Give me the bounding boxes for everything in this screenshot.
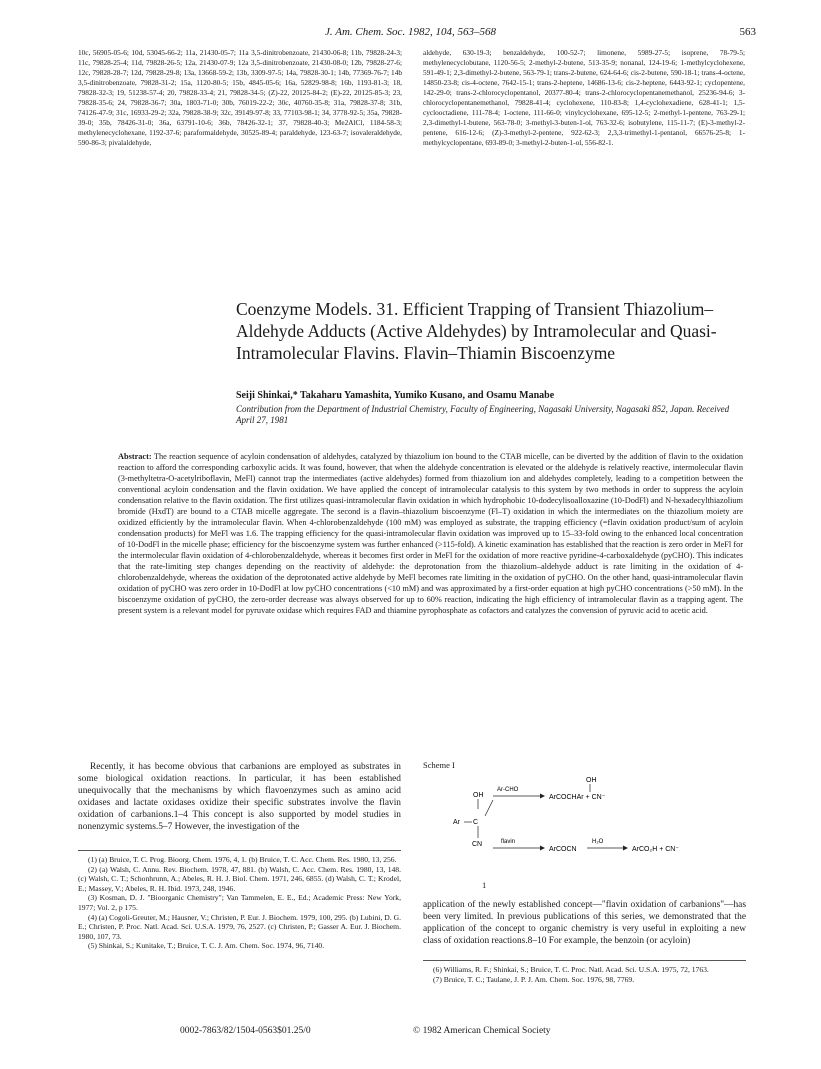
abstract-label: Abstract: (118, 452, 152, 461)
scheme-product-bottom: ArCO₂H + CN⁻ (632, 846, 680, 853)
svg-text:C: C (473, 819, 479, 826)
article-affiliation: Contribution from the Department of Industrial Chemistry, Faculty of Engineering, Nagasaki University, Nagasaki 852, Japan. Received April 27, 1981 (236, 404, 730, 425)
footnote: (5) Shinkai, S.; Kunitake, T.; Bruice, T. C. J. Am. Chem. Soc. 1974, 96, 7140. (88, 941, 325, 951)
footnote: (7) Bruice, T. C.; Taulane, J. P. J. Am. Chem. Soc. 1976, 98, 7769. (433, 974, 635, 984)
running-header: J. Am. Chem. Soc. 1982, 104, 563–568 (325, 26, 496, 38)
scheme-oh-top: OH (586, 777, 597, 784)
footer-copyright: © 1982 American Chemical Society (413, 1026, 551, 1036)
scheme-reagent-bottom: flavin (501, 839, 516, 845)
scheme-diagram (453, 772, 745, 877)
scheme-arrowhead (623, 846, 628, 851)
registry-numbers-left: 10c, 56905-05-6; 10d, 53045-66-2; 11a, 21430-05-7; 11a 3,5-dinitrobenzoate, 21430-06-8; 11b, 79828-24-3; 11c, 79828-25-4; 11d, 79828-26-5; 12a, 21430-07-9; 12a 3,5-dinitrobenzoate, 21430-08-0; 12b, 79828-27-6; 12c, 79828-28-7; 12d, 79828-29-8; 13a, 13668-59-2; 13b, 3309-97-5; 14a, 79828-30-1; 14b, 77369-76-7; 14b 3,5-dinitrobenzoate, 79828-31-2; 15a, 1120-80-5; 15b, 4845-05-6; 16a, 52829-98-8; 16b, 1193-81-3; 18, 79828-32-3; 19, 51238-57-4; 20, 79828-33-4; 21, 79828-34-5; (Z)-22, 20125-84-2; (E)-22, 20125-85-3; 23, 79828-35-6; 24, 79828-36-7; 30a, 1803-71-0; 30b, 76019-22-2; 30c, 40760-35-8; 31a, 79828-37-8; 31b, 74126-47-9; 31c, 16933-29-2; 32a, 79828-38-9; 32c, 39149-97-8; 33, 77103-98-1; 34, 3778-92-5; 35a, 79828-39-0; 35b, 78426-31-0; 36a, 63791-10-6; 36b, 78426-32-1; 37, 79828-40-3; Me2AlCl, 1184-58-3; methylenecyclohexane, 1192-37-6; paraformaldehyde, 30525-89-4; paraldehyde, 123-63-7; isovaleraldehyde, 590-86-3; pivalaldehyde, (78, 48, 402, 147)
footnote: (6) Williams, R. F.; Shinkai, S.; Bruice, T. C. Proc. Natl. Acad. Sci. U.S.A. 1975, 72, 1763. (433, 965, 709, 974)
intro-text-right: application of the newly established concept—"flavin oxidation of carbanions"—has been very limited. In previous publications of this series, we demonstrated that the application of the concept to organic chemistry is very useful in exploiting a new class of oxidation reactions.8–10 For example, the benzoin (or acyloin) (423, 900, 746, 946)
footnote-rule-left (78, 850, 401, 851)
page-number: 563 (739, 26, 756, 38)
scheme-water: H₂O (592, 839, 604, 845)
scheme-product-top: ArCOCHAr + CN⁻ (549, 794, 606, 801)
abstract (118, 451, 743, 616)
footnote: (1) (a) Bruice, T. C. Prog. Bioorg. Chem. 1976, 4, 1. (b) Bruice, T. C. Acc. Chem. Res. 1980, 13, 256. (88, 855, 397, 864)
footer-code: 0002-7863/82/1504-0563$01.25/0 (180, 1026, 311, 1036)
scheme-arrowhead (540, 794, 545, 799)
footnotes-left (78, 855, 401, 951)
scheme-ar: Ar (453, 819, 460, 826)
abstract-text: The reaction sequence of acyloin condensation of aldehydes, catalyzed by thiazolium ion bound to the CTAB micelle, can be diverted by the addition of flavin to the oxidation reaction to afford the corresponding carboxylic acids. It was found, however, that when the aldehyde concentration is elevated or the aldehyde is relatively reactive, intermolecular flavin (3-methyltetra-O-acetylriboflavin, MeFl) cannot trap the intermediates (active aldehydes) formed from thiazolium ion and aldehydes completely, leading to a competition between the conventional acyloin condensation and the flavin oxidation. We have applied the concept of intramolecular catalysis to this system by two methods in order to suppress the acyloin condensation relative to the flavin oxidation. The first utilizes quasi-intramolecular flavin oxidation in which hydrophobic 10-dodecylisoalloxazine (10-DodFl) and N-hexadecylthiazolium bromide (HxdT) are bound to a CTAB micelle aggregate. The second is a flavin–thiazolium biscoenzyme (Fl–T) oxidation in which the intermediates on the thiazolium moiety are oxidized efficiently by the intramolecular flavin. When 4-chlorobenzaldehyde (100 mM) was employed as substrate, the trapping efficiency (=flavin oxidation product/sum of acyloin condensation products) for MeFl was 1.6. The trapping efficiency for the quasi-intramolecular flavin oxidation was improved up to 15–33-fold owing to the enhanced local concentration of 10-DodFl in the micelle phase; efficiency for the biscoenzyme system was further enhanced (>115-fold). A kinetic examination has established that the reaction is zero order in MeFl for the intermolecular flavin oxidation of 4-chlorobenzaldehyde, whereas it becomes first order in MeFl for the oxidation of more reactive pyridine-4-carboxaldehyde (pyCHO). This indicates that the rate-limiting step changes depending on the reactivity of aldehyde: the deprotonation from the thiazolium–aldehyde adduct is rate limiting in the oxidation of 4-chlorobenzaldehyde, whereas the oxidation of the deprotonated active aldehyde by MeFl becomes rate limiting in the oxidation of pyCHO. On the other hand, quasi-intramolecular flavin oxidation of pyCHO was zero order in 10-DodFl at low pyCHO concentrations (<10 mM) and was approximated by a first-order equation at high pyCHO concentrations (>50 mM). In the biscoenzyme oxidation of pyCHO, the zero-order decrease was always observed for up to 60% reaction, indicating the high efficiency of intramolecular flavin as a trapping agent. The present system is a relevant model for pyruvate oxidase which requires FAD and thiamine pyrophosphate as cofactors and catalyzes the convension of pyruvic acid to acetic acid. (118, 452, 743, 615)
intro-text-left: Recently, it has become obvious that carbanions are employed as substrates in some biological oxidation reactions. In particular, it has been established unequivocally that the mechanisms by which flavoenzymes such as amino acid oxidases and lactate oxidases oxidize their specific substrates involve the flavin oxidation of carbanions.1–4 This concept is also supported by model studies in nonenzymic systems.5–7 However, the investigation of the (78, 762, 401, 832)
scheme-reagent-top: Ar-CHO (497, 787, 519, 793)
registry-numbers-right: aldehyde, 630-19-3; benzaldehyde, 100-52-7; limonene, 5989-27-5; isoprene, 78-79-5; methylenecyclobutane, 1120-56-5; 2-methyl-2-butene, 513-35-9; nonanal, 124-19-6; 1-methylcyclohexene, 591-49-1; 2,3-dimethyl-2-butene, 563-79-1; trans-2-butene, 624-64-6; cis-2-butene, 590-18-1; trans-4-octene, 14850-23-8; cis-4-octene, 7642-15-1; trans-2-heptene, 14686-13-6; cis-2-heptene, 6443-92-1; cyclopentene, 142-29-0; trans-2-chlorocyclopentanol, 20377-80-4; trans-2-chlorocyclopentanemethanol, 25236-94-6; 3-chlorocyclopentanemethanol, 79828-41-4; cyclohexene, 110-83-8; 1,4-cyclohexadiene, 628-41-1; 1,5-cyclooctadiene, 111-78-4; 1-octene, 111-66-0; vinylcyclohexane, 695-12-5; 2-methyl-1-pentene, 763-29-1; 2,3-dimethyl-1-butene, 563-78-0; 3-methyl-3-buten-1-ol, 763-32-6; isobutylene, 115-11-7; (E)-3-methyl-2-pentene, 616-12-6; (Z)-3-methyl-2-pentene, 922-62-3; 2,3,3-trimethyl-1-pentanol, 66576-25-8; 1-methylcyclopentane, 693-89-0; 3-methyl-2-buten-1-ol, 556-82-1. (423, 48, 745, 147)
footnote: (2) (a) Walsh, C. Annu. Rev. Biochem. 1978, 47, 881. (b) Walsh, C. Acc. Chem. Res. 1980, 13, 148. (c) Walsh, C. T.; Schonhrunn, A.; Abeles, R. H. J. Biol. Chem. 1971, 246, 6855. (d) Walsh, C. T.; Krodel, E.; Massey, V.; Abeles, R. H. Ibid. 1973, 248, 1946. (78, 864, 401, 893)
footnotes-right (423, 965, 746, 984)
footnote: (4) (a) Cogoli-Greuter, M.; Hausner, V.; Christen, P. Eur. J. Biochem. 1979, 100, 295. (b) Lubini, D. G. E.; Christen, P. Proc. Natl. Acad. Sci. U.S.A. 1979, 76, 2527. (c) Christen, P.; Gasser A. Eur. J. Biochem. 1980, 107, 73. (78, 912, 401, 941)
footnote: (3) Kosman, D. J. "Bioorganic Chemistry"; Van Tammelen, E. E., Ed.; Academic Press: New York, 1977; Vol. 2, p 175. (78, 893, 401, 912)
scheme-oh-left: OH (473, 792, 484, 799)
scheme-intermediate: ArCOCN (549, 846, 577, 853)
scheme-label: Scheme I (423, 760, 455, 770)
footnote-rule-right (423, 960, 746, 961)
article-authors: Seiji Shinkai,* Takaharu Yamashita, Yumiko Kusano, and Osamu Manabe (236, 390, 555, 401)
scheme-arrowhead (540, 846, 545, 851)
scheme-arrow-diag (485, 800, 493, 816)
scheme-cn: CN (472, 841, 483, 848)
compound-number: 1 (482, 880, 487, 890)
article-title: Coenzyme Models. 31. Efficient Trapping of Transient Thiazolium–Aldehyde Adducts (Active Aldehydes) by Intramolecular and Quasi-Intramolecular Flavins. Flavin–Thiamin Biscoenzyme (236, 299, 717, 363)
